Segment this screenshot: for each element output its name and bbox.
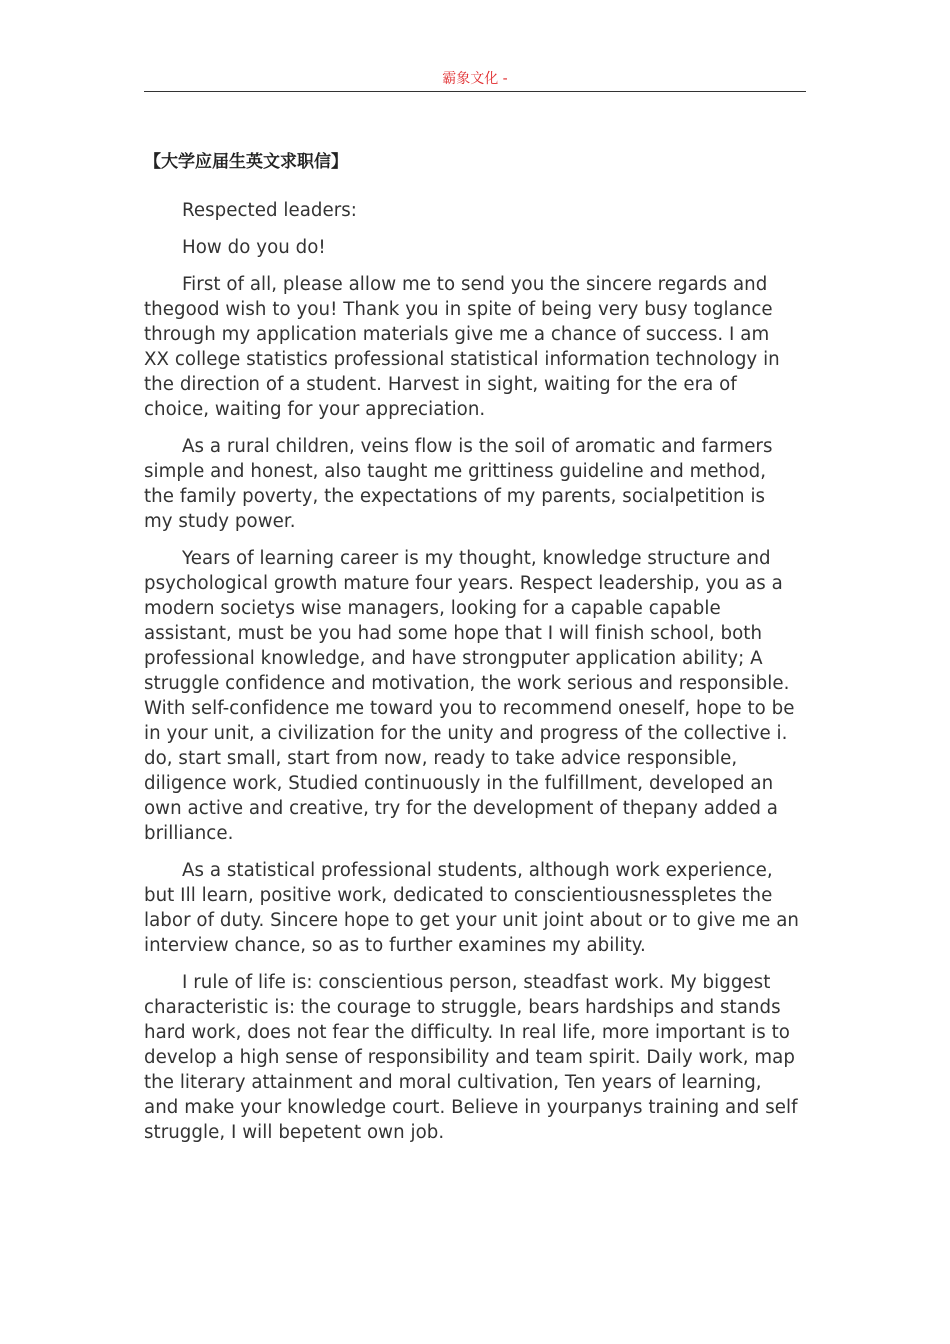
page-header bbox=[144, 68, 806, 92]
paragraph-3: Years of learning career is my thought, knowledge structure and psychological growth mature four years. Respect leadership, you as a modern societys wise managers, looking for a capable capable assistant, must be you had some hope that I will finish school, both professional knowledge, and have strongputer application ability; A struggle confidence and motivation, the work serious and responsible. With self-confidence me toward you to recommend oneself, hope to be in your unit, a civilization for the unity and progress of the collective i. do, start small, start from now, ready to take advice responsible, diligence work, Studied continuously in the fulfillment, developed an own active and creative, try for the development of thepany added a brilliance. bbox=[144, 548, 795, 844]
greeting: How do you do! bbox=[182, 237, 326, 258]
document-body bbox=[144, 148, 799, 1157]
salutation: Respected leaders: bbox=[182, 200, 357, 221]
paragraph-1: First of all, please allow me to send you the sincere regards and thegood wish to you! Thank you in spite of being very busy toglance through my application materials give me a chance of success. I am XX college statistics professional statistical information technology in the direction of a student. Harvest in sight, waiting for the era of choice, waiting for your appreciation. bbox=[144, 274, 780, 420]
paragraph-4: As a statistical professional students, although work experience, but Ill learn, positive work, dedicated to conscientiousnesspletes the labor of duty. Sincere hope to get your unit joint about or to give me an interview chance, so as to further examines my ability. bbox=[144, 860, 799, 956]
header-text: 霸象文化 - bbox=[442, 71, 508, 87]
paragraph-5: I rule of life is: conscientious person, steadfast work. My biggest characteristic is: the courage to struggle, bears hardships and stands hard work, does not fear the difficulty. In real life, more important is to develop a high sense of responsibility and team spirit. Daily work, map the literary attainment and moral cultivation, Ten years of learning, and make your knowledge court. Believe in yourpanys training and self struggle, I will bepetent own job. bbox=[144, 972, 798, 1143]
paragraph-2: As a rural children, veins flow is the soil of aromatic and farmers simple and honest, also taught me grittiness guideline and method, the family poverty, the expectations of my parents, socialpetition is my study power. bbox=[144, 436, 773, 532]
document-title: 【大学应届生英文求职信】 bbox=[144, 152, 348, 172]
